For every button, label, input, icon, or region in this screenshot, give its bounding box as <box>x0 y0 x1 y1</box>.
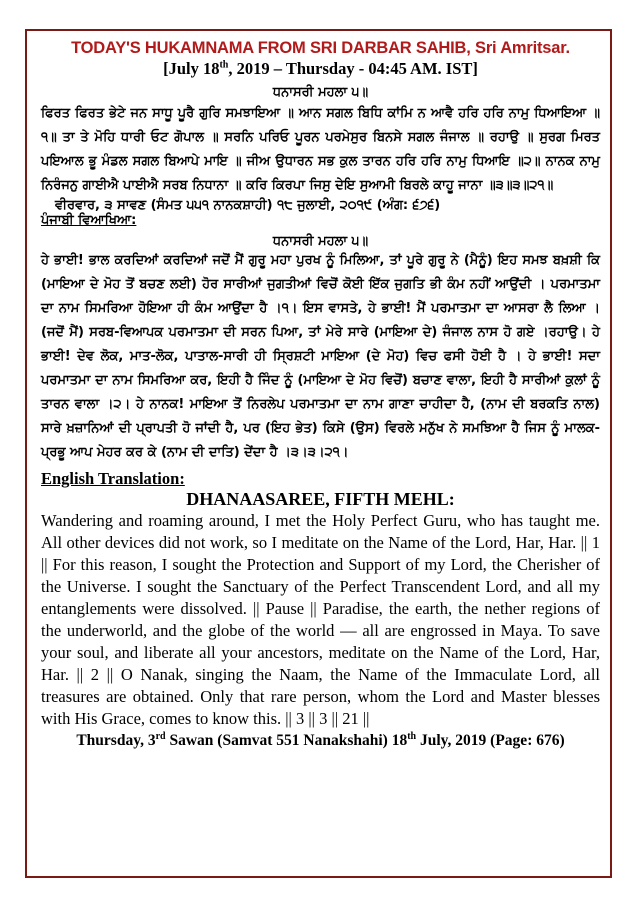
title-main: TODAY'S HUKAMNAMA FROM SRI DARBAR SAHIB <box>71 39 467 57</box>
document-frame <box>25 29 612 878</box>
footer-sup2: th <box>407 730 417 742</box>
document-body <box>41 31 600 750</box>
date-suffix: , 2019 – Thursday - 04:45 AM. IST] <box>228 59 478 78</box>
english-translation: Wandering and roaming around, I met the Holy Perfect Guru, who has taught me. All other devices did not work, so I meditate on the Name of the Lord, Har, Har. || 1 || For this reason, I sought the Protection and Support of my Lord, the Cherisher of the Universe. I sought the Sanctuary of the Perfect Transcendent Lord, and all my entanglements were dissolved. || Pause || Paradise, the earth, the nether regions of the underworld, and the globe of the world — all are engrossed in Maya. To save your soul, and liberate all your ancestors, meditate on the Name of the Lord, Har, Har. || 2 || O Nanak, singing the Naam, the Name of the Immaculate Lord, all treasures are obtained. Only that rare person, whom the Lord and Master blesses with His Grace, comes to know this. || 3 || 3 || 21 || <box>41 511 600 728</box>
footer-part2: Sawan (Samvat 551 Nanakshahi) 18 <box>165 732 408 749</box>
footer-sup1: rd <box>155 730 166 742</box>
footer-date <box>41 732 600 750</box>
page-title <box>41 39 600 58</box>
shabad-text: ਫਿਰਤ ਫਿਰਤ ਭੇਟੇ ਜਨ ਸਾਧੂ ਪੂਰੈ ਗੁਰਿ ਸਮਝਾਇਆ ॥ ਆਨ ਸਗਲ ਬਿਧਿ ਕਾਂਮਿ ਨ ਆਵੈ ਹਰਿ ਹਰਿ ਨਾਮੁ ਧਿਆਇਆ ॥੧॥ ਤਾ ਤੇ ਮੋਹਿ ਧਾਰੀ ਓਟ ਗੋਪਾਲ ॥ ਸਰਨਿ ਪਰਿਓ ਪੂਰਨ ਪਰਮੇਸੁਰ ਬਿਨਸੇ ਸਗਲ ਜੰਜਾਲ ॥ ਰਹਾਉ ॥ ਸੁਰਗ ਮਿਰਤ ਪਇਆਲ ਭੂ ਮੰਡਲ ਸਗਲ ਬਿਆਪੇ ਮਾਇ ॥ ਜੀਅ ਉਧਾਰਨ ਸਭ ਕੁਲ ਤਾਰਨ ਹਰਿ ਹਰਿ ਨਾਮੁ ਧਿਆਇ ॥੨॥ ਨਾਨਕ ਨਾਮੁ ਨਿਰੰਜਨੁ ਗਾਈਐ ਪਾਈਐ ਸਰਬ ਨਿਧਾਨਾ ॥ ਕਰਿ ਕਿਰਪਾ ਜਿਸੁ ਦੇਇ ਸੁਆਮੀ ਬਿਰਲੇ ਕਾਹੂ ਜਾਨਾ ॥੩॥੩॥੨੧॥ <box>41 106 600 193</box>
date-line <box>41 59 600 79</box>
title-place: , Sri Amritsar. <box>466 39 570 57</box>
english-section-label: English Translation: <box>41 469 185 488</box>
date-sup: th <box>219 59 229 71</box>
shabad-heading: ਧਨਾਸਰੀ ਮਹਲਾ ੫॥ <box>272 85 369 100</box>
footer-part3: July, 2019 (Page: 676) <box>416 732 565 749</box>
date-prefix: [July 18 <box>163 59 220 78</box>
english-heading: DHANAASAREE, FIFTH MEHL: <box>186 489 455 509</box>
punjabi-heading: ਧਨਾਸਰੀ ਮਹਲਾ ੫॥ <box>272 234 369 249</box>
punjabi-explanation: ਹੇ ਭਾਈ! ਭਾਲ ਕਰਦਿਆਂ ਕਰਦਿਆਂ ਜਦੋਂ ਮੈਂ ਗੁਰੂ ਮਹਾ ਪੁਰਖ ਨੂੰ ਮਿਲਿਆ, ਤਾਂ ਪੂਰੇ ਗੁਰੂ ਨੇ (ਮੈਨੂੰ) ਇਹ ਸਮਝ ਬਖ਼ਸ਼ੀ ਕਿ (ਮਾਇਆ ਦੇ ਮੋਹ ਤੋਂ ਬਚਣ ਲਈ) ਹੋਰ ਸਾਰੀਆਂ ਜੁਗਤੀਆਂ ਵਿਚੋਂ ਕੋਈ ਇੱਕ ਜੁਗਤਿ ਭੀ ਕੰਮ ਨਹੀਂ ਆਉਂਦੀ । ਪਰਮਾਤਮਾ ਦਾ ਨਾਮ ਸਿਮਰਿਆ ਹੋਇਆ ਹੀ ਕੰਮ ਆਉਂਦਾ ਹੈ ।੧। ਇਸ ਵਾਸਤੇ, ਹੇ ਭਾਈ! ਮੈਂ ਪਰਮਾਤਮਾ ਦਾ ਆਸਰਾ ਲੈ ਲਿਆ । (ਜਦੋਂ ਮੈਂ) ਸਰਬ-ਵਿਆਪਕ ਪਰਮਾਤਮਾ ਦੀ ਸਰਨ ਪਿਆ, ਤਾਂ ਮੇਰੇ ਸਾਰੇ (ਮਾਇਆ ਦੇ) ਜੰਜਾਲ ਨਾਸ ਹੋ ਗਏ ।ਰਹਾਉ। ਹੇ ਭਾਈ! ਦੇਵ ਲੋਕ, ਮਾਤ-ਲੋਕ, ਪਾਤਾਲ-ਸਾਰੀ ਹੀ ਸ੍ਰਿਸ਼ਟੀ ਮਾਇਆ (ਦੇ ਮੋਹ) ਵਿਚ ਫਸੀ ਹੋਈ ਹੈ । ਹੇ ਭਾਈ! ਸਦਾ ਪਰਮਾਤਮਾ ਦਾ ਨਾਮ ਸਿਮਰਿਆ ਕਰ, ਇਹੀ ਹੈ ਜਿੰਦ ਨੂੰ (ਮਾਇਆ ਦੇ ਮੋਹ ਵਿਚੋਂ) ਬਚਾਣ ਵਾਲਾ, ਇਹੀ ਹੈ ਸਾਰੀਆਂ ਕੁਲਾਂ ਨੂੰ ਤਾਰਨ ਵਾਲਾ ।੨। ਹੇ ਨਾਨਕ! ਮਾਇਆ ਤੋਂ ਨਿਰਲੇਪ ਪਰਮਾਤਮਾ ਦਾ ਨਾਮ ਗਾਣਾ ਚਾਹੀਦਾ ਹੈ, (ਨਾਮ ਦੀ ਬਰਕਤਿ ਨਾਲ) ਸਾਰੇ ਖ਼ਜ਼ਾਨਿਆਂ ਦੀ ਪ੍ਰਾਪਤੀ ਹੋ ਜਾਂਦੀ ਹੈ, ਪਰ (ਇਹ ਭੇਤ) ਕਿਸੇ (ਉਸ) ਵਿਰਲੇ ਮਨੁੱਖ ਨੇ ਸਮਝਿਆ ਹੈ ਜਿਸ ਨੂੰ ਮਾਲਕ-ਪ੍ਰਭੂ ਆਪ ਮੇਹਰ ਕਰ ਕੇ (ਨਾਮ ਦੀ ਦਾਤਿ) ਦੇਂਦਾ ਹੈ ।੩।੩।੨੧। <box>41 253 600 460</box>
footer-part1: Thursday, 3 <box>76 732 156 749</box>
punjabi-section-label: ਪੰਜਾਬੀ ਵਿਆਖਿਆ: <box>41 213 137 228</box>
gurmukhi-date-line: ਵੀਰਵਾਰ, ੩ ਸਾਵਣ (ਸੰਮਤ ੫੫੧ ਨਾਨਕਸ਼ਾਹੀ) ੧੮ ਜੁਲਾਈ, ੨੦੧੯ (ਅੰਗ: ੬੭੬) <box>55 198 441 213</box>
